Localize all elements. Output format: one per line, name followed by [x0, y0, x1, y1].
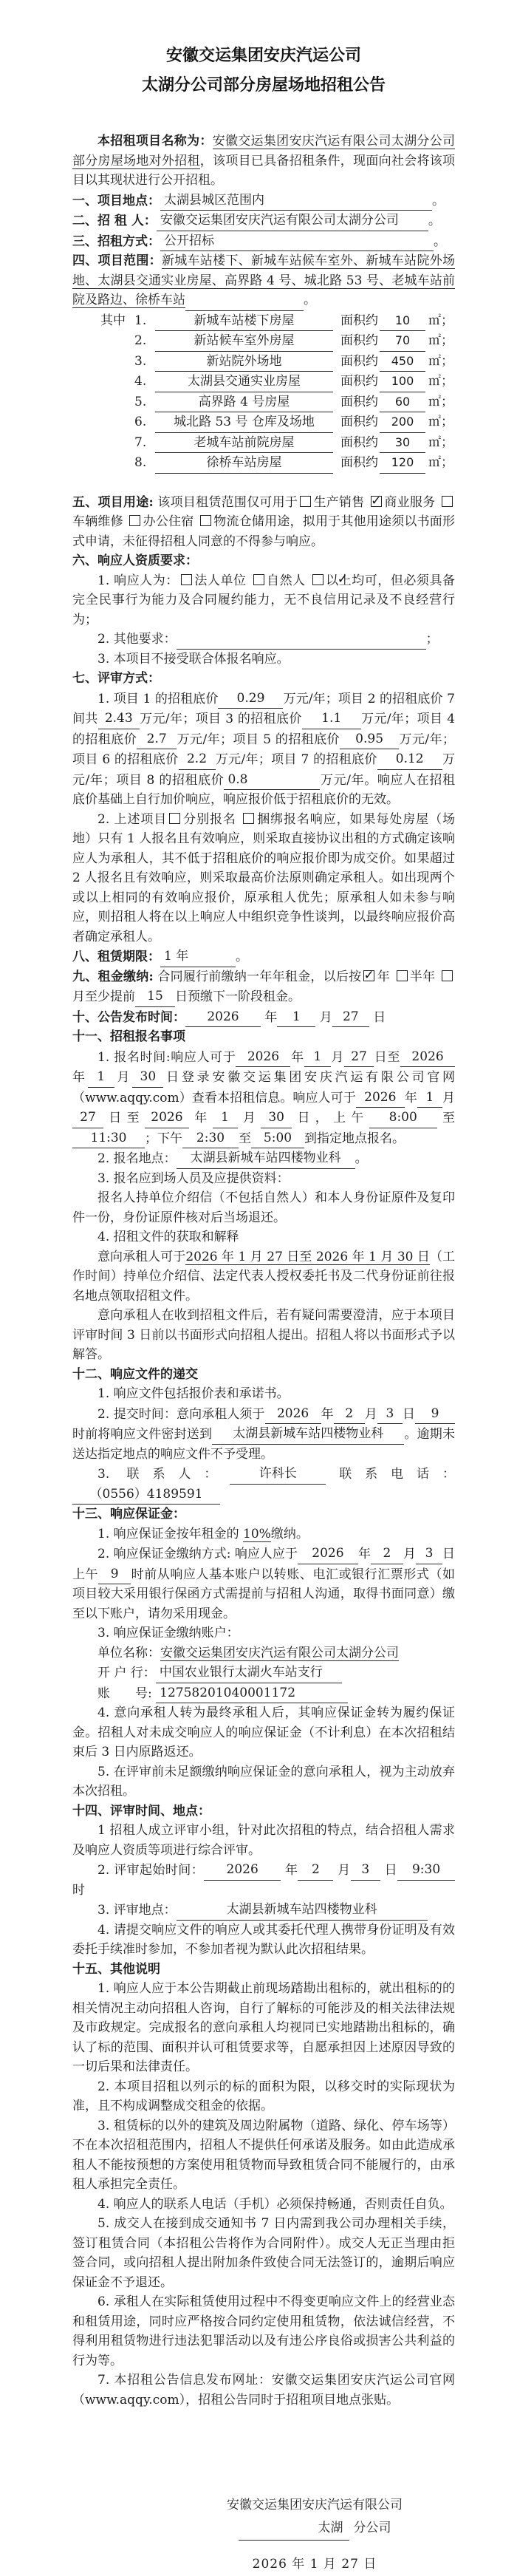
area-list-item	[100, 412, 455, 433]
blank-field: 3	[416, 1544, 442, 1564]
text-run: 万元/年；项目 6 的招租底价	[72, 732, 456, 767]
text-run: 日，上午	[292, 1111, 369, 1125]
text-run: 意向承租人在收到招租文件后，若有疑问需要澄清，应于本项目评审时间 3 日前以书面形式向招租人提出。招租人将以书面形式予以解答。	[72, 1308, 455, 1362]
blank-field: 2.7	[137, 729, 177, 750]
text-run: 月	[333, 1863, 351, 1878]
sec11-item4-note1	[72, 1247, 455, 1306]
text-run: 生产销售	[313, 494, 369, 510]
blank-field: 1	[417, 1088, 442, 1108]
area-label: 面积约	[340, 374, 378, 389]
blank-field: 安徽交运集团安庆汽运有限公司太湖分公司部分房屋场地对外招租	[72, 134, 456, 168]
text-run: 十一、招租报名事项	[72, 1029, 185, 1044]
text-run: 至	[239, 1131, 251, 1146]
blank-field: 27	[72, 1108, 103, 1128]
text-run: 2. 其他要求：	[97, 632, 177, 647]
text-run: 五、项目用途:	[72, 494, 154, 510]
sec12-item2	[72, 1404, 455, 1465]
blank-field: 27	[344, 1047, 374, 1068]
text-run: 六、响应人资质要求：	[72, 553, 198, 568]
area-label: 面积约	[340, 455, 378, 470]
text-run: 合同履行前缴纳一年年租金，以后按	[153, 969, 362, 984]
area-list-item	[100, 311, 455, 332]
text-run: 1. 响应人应于本公告期截止前现场踏勘出租标的，就出租标的的相关情况主动向招租人咨询，自行了解标的可能涉及的相关法律法规及市政规定。完成报名的意向承租人均视同已实地踏勘出租标的，确认了标的范围、面积并认可租赁要求等，自愿承担因上述原因导致的一切后果和法律责任。	[72, 1981, 455, 2074]
text-run: 十五、其他说明	[72, 1961, 160, 1977]
area-unit: ㎡；	[428, 333, 453, 348]
sec15-item2	[72, 2077, 455, 2116]
checkbox-unchecked	[181, 574, 192, 585]
text-run: 7. 本招租公告信息发布网址：安徽交运集团安庆汽运公司官网（www.aqqy.com），招租公告同时于招租项目地点张贴。	[72, 2373, 455, 2408]
sec6-item1	[72, 571, 455, 630]
sec13-item3	[72, 1623, 455, 1643]
text-run: （工作时间）持单位介绍信、法定代表人授权委托书及二代身份证前往报名地点领取招租文件。	[72, 1249, 456, 1304]
area-value: 450	[380, 352, 425, 372]
area-item-name: 新站院外场地	[155, 352, 333, 372]
text-run: 。	[304, 293, 316, 307]
blank-field: （0556）4189591	[72, 1485, 220, 1505]
text-run: 年	[321, 1406, 334, 1422]
text-run: 2. 提交时间：意向承租人须于	[97, 1406, 265, 1422]
area-item-number: 8.	[134, 455, 147, 470]
text-run: 账 号:	[97, 1686, 157, 1701]
section-11-registration	[72, 1027, 455, 1047]
area-list-item	[100, 433, 455, 454]
text-run: 万元/年；项目 4 的招租底价	[72, 712, 456, 747]
area-unit: ㎡；	[428, 394, 453, 409]
text-run: 万元/年；项目 8 的招租底价	[72, 752, 456, 788]
blank-field: 安徽交运集团安庆汽运有限公司太湖分公司	[157, 211, 428, 231]
checkbox-checked	[371, 496, 382, 507]
text-run: 3. 租赁标的以外的建筑及周边附属物（道路、绿化、停车场等）不在本次招租范围内，招租人不提供任何承诺及服务。如由此造成承租人不能按预想的方案使用租赁物而导致租赁合同不能履行的，由承租人承担完全责任。	[72, 2118, 455, 2192]
text-run: 八、租赁期限：	[72, 950, 160, 964]
text-run: 车辆维修	[72, 514, 128, 529]
text-run: 日至	[103, 1111, 145, 1125]
sec15-item3	[72, 2116, 455, 2195]
sec7-item1	[72, 689, 455, 810]
area-value: 60	[380, 392, 425, 413]
text-run: 七、评审方式：	[72, 671, 160, 686]
text-run: 1. 响应人为：	[97, 573, 179, 588]
text-run: 月	[364, 1406, 377, 1422]
section-8-term	[72, 947, 455, 967]
text-run: 2. 本项目招租以列示的标的面积为限，以移交时的实际现状为准，且不构成调整成交租金的依据。	[72, 2079, 455, 2113]
sec7-item2	[72, 810, 455, 947]
sec14-item3	[72, 1900, 455, 1921]
area-item-number: 2.	[134, 333, 147, 348]
blank-field: 2026	[400, 1047, 455, 1068]
area-list-item	[100, 352, 455, 372]
section-7-evaluation	[72, 669, 455, 689]
sec11-item1	[72, 1047, 455, 1149]
blank-field: 1	[277, 1007, 315, 1028]
text-run: 法人单位	[194, 573, 251, 588]
text-run: 年	[281, 1863, 298, 1878]
blank-field: 许科长	[230, 1464, 326, 1485]
text-run: 联系电话：	[326, 1467, 455, 1482]
area-value: 70	[380, 331, 425, 352]
sec11-item4	[72, 1227, 455, 1247]
text-run: 时前从响应人基本账户以转账、电汇或银行汇票形式（如项目较大采用银行保函方式需提前与招租人沟通，取得书面同意）缴至以下账户，请勿采用现金。	[72, 1567, 456, 1621]
blank-field: 8:00	[369, 1108, 437, 1128]
text-run: 月	[442, 1090, 455, 1105]
area-item-number: 5.	[134, 394, 147, 409]
text-run: ；	[425, 632, 439, 647]
area-value: 200	[380, 412, 425, 433]
text-run: 半年	[409, 969, 439, 984]
text-run: 本招租项目名称为：	[97, 134, 213, 149]
area-item-name: 新站候车室外房屋	[155, 331, 333, 352]
area-list-item	[100, 372, 455, 392]
sec12-item3-contact	[72, 1464, 455, 1505]
blank-field: 公开招标	[160, 231, 434, 252]
text-run: 意向承租人可于	[97, 1249, 186, 1264]
area-list-item	[100, 331, 455, 352]
text-run: 4. 请提交响应文件的响应人或其委托代理人携带身份证明及有效委托手续准时参加，不参加者视为默认此次招租结果。	[72, 1922, 455, 1957]
checkbox-unchecked	[442, 496, 453, 507]
text-run: 年	[72, 1070, 88, 1085]
section-5-usage	[72, 493, 455, 552]
blank-field: 2026	[204, 1860, 281, 1881]
text-run: 万元/年；项目 5 的招租底价	[177, 732, 340, 747]
text-run: 3. 联系人：	[97, 1467, 230, 1482]
sec13-item5	[72, 1762, 455, 1802]
text-run: 1 招租人成立评审小组，针对此次招租的特点，结合招租人需求及响应人资质等项进行综合评审。	[72, 1823, 455, 1858]
checkbox-unchecked	[169, 813, 180, 824]
sec13-item4	[72, 1703, 455, 1762]
text-run: 3. 报名应到场人员及应提供资料：	[97, 1171, 290, 1186]
text-run: 1. 项目 1 的招租底价	[97, 691, 219, 706]
area-list-item	[100, 392, 455, 413]
blank-field: 27	[332, 1007, 369, 1028]
text-run: ，该项目已具备招租条件，现面向社会将该项目以其现状进行公开招租。	[72, 153, 456, 188]
area-list-item	[100, 453, 455, 474]
area-value: 100	[380, 372, 425, 392]
text-run: 到指定地点报名。	[304, 1131, 405, 1146]
doc-title-line-2: 太湖分公司部分房屋场地招租公告	[141, 76, 386, 95]
text-run: 四、项目范围：	[72, 253, 162, 268]
signature-date: 2026 年 1 月 27 日	[252, 2557, 377, 2572]
text-run: 报名人持单位介绍信（不包括自然人）和本人身份证原件及复印件一份，身份证原件核对后当场退还。	[72, 1190, 455, 1225]
blank-field: 1	[88, 1067, 114, 1088]
text-run: 单位名称：	[97, 1645, 160, 1660]
blank-field: 太湖县城区范围内	[160, 191, 432, 211]
area-item-name: 高界路 4 号房屋	[155, 392, 333, 413]
blank-field: 2:30	[182, 1128, 239, 1149]
sec11-item2	[72, 1148, 455, 1169]
blank-field: 太湖县新城车站四楼物业科	[177, 1148, 355, 1169]
area-prefix: 其中	[100, 313, 126, 328]
blank-1	[72, 474, 455, 493]
blank-field: 新城车站楼下、新城车站候车室外、新城车站院外场地、太湖县交通实业房屋、高界路 4 号、城北路 53 号、老城车站前院及路边、徐桥车站	[72, 253, 456, 307]
sec13-item2	[72, 1544, 455, 1623]
area-item-number: 6.	[134, 415, 147, 429]
sec13-item1	[72, 1524, 455, 1544]
blank-field: 9	[98, 1564, 131, 1585]
sec11-item3-note	[72, 1188, 455, 1227]
text-run: 月	[403, 1547, 416, 1561]
signature-branch-suffix: 分公司	[353, 2521, 391, 2535]
text-run: 三、招租方式：	[72, 234, 160, 249]
blank-field: 10%	[243, 1526, 271, 1541]
text-run: 时前将响应文件密封送到	[72, 1427, 213, 1442]
text-run: 缴纳。	[270, 1526, 309, 1541]
text-run: 捆绑报名响应，如果每处房屋（场地）只有 1 人报名且有效响应，则采取直接协议出租的方式确定该响应人为承租人，其不低于招租底价的响应报价即为成交价。如果超过 2 人报名且有效响应，则采取最高价法原则确定承租人。如出现两个或以上相同的有效响应报价，原承租人优先；原承租人如未参与响应，则招租人将在以上响应人中组织竞争性谈判，以最终响应报价高者确定承租人。	[72, 811, 455, 944]
text-run: 日	[402, 1406, 416, 1422]
area-value: 10	[380, 311, 425, 332]
text-run: 。	[434, 234, 446, 249]
section-14-review	[72, 1802, 455, 1822]
checkbox-unchecked	[129, 515, 140, 526]
text-run: 月	[330, 1049, 345, 1065]
area-unit: ㎡；	[428, 353, 453, 369]
text-run: 。	[432, 193, 445, 208]
blank-field: 2	[298, 1860, 333, 1881]
sec11-item3	[72, 1169, 455, 1189]
blank-field: 2026	[298, 1544, 358, 1564]
text-run: 日至	[374, 1049, 401, 1065]
text-run: 2. 响应保证金缴纳方式: 响应人应于	[97, 1547, 298, 1561]
text-run: 日登录安徽交运集团安庆汽运有限公司官网（www.aqqy.com）查看本招租信息。响应人可于	[72, 1070, 456, 1105]
text-run: 一、项目地点：	[72, 193, 160, 208]
text-run: 3. 评审地点：	[97, 1903, 177, 1918]
deposit-account-bank	[72, 1663, 455, 1683]
text-run: 年	[377, 969, 394, 984]
text-run: 万元/年；项目 3 的招租底价	[139, 712, 302, 726]
deposit-account-number	[72, 1683, 455, 1704]
text-run: 3. 本项目不接受联合体报名响应。	[97, 651, 290, 667]
area-unit: ㎡；	[428, 435, 453, 450]
blank-field: 9	[415, 1404, 455, 1425]
document-body	[72, 132, 455, 2410]
text-run: 办公住宿	[143, 514, 199, 529]
blank-field: 1	[213, 1108, 238, 1128]
sec14-item4	[72, 1921, 455, 1960]
text-run: 日上午	[72, 1547, 456, 1582]
text-run: 十二、响应文件的递交	[72, 1366, 198, 1382]
blank-field: 3	[351, 1860, 380, 1881]
blank-field: 中国农业银行太湖火车站支行	[156, 1663, 342, 1683]
area-item-number: 4.	[134, 374, 147, 389]
text-run: 自然人	[266, 573, 310, 588]
text-run: 年	[261, 1009, 278, 1025]
section-3-method	[72, 231, 455, 252]
text-run: 5. 成交人在接到成交通知书 7 日内需到我公司办理相关手续，签订租赁合同（本招租公告将作为合同附件）。成交人无正当理由拒签合同，或向招租人提出附加条件致使合同无法签订的，逾期后响应保证金不予退还。	[72, 2216, 455, 2290]
sec6-item3	[72, 650, 455, 669]
text-run: 万元/年。响应人在招租底价基础上自行加价响应，响应报价低于招租底价的无效。	[72, 772, 455, 807]
signature-block	[219, 2494, 411, 2576]
deposit-account-name	[72, 1643, 455, 1663]
doc-title-line-1: 安徽交运集团安庆汽运公司	[165, 47, 361, 65]
text-run: 4. 招租文件的获取和解释	[97, 1230, 239, 1244]
area-label: 面积约	[340, 394, 378, 409]
area-value: 30	[380, 433, 425, 454]
area-item-name: 徐桥车站房屋	[155, 453, 333, 474]
text-run: 商业服务	[384, 494, 439, 510]
text-run: 至	[436, 1111, 456, 1125]
text-run: 日	[369, 1009, 386, 1025]
checkbox-checked	[312, 574, 323, 585]
area-item-number: 1.	[134, 313, 147, 328]
sec15-item7	[72, 2371, 455, 2410]
area-item-number: 7.	[134, 435, 147, 450]
blank-field: 太湖县新城车站四楼物业科	[212, 1424, 404, 1445]
area-unit: ㎡；	[428, 374, 453, 389]
checkbox-checked	[363, 970, 374, 981]
blank-field: 3	[377, 1404, 403, 1425]
blank-field: 30	[132, 1067, 163, 1088]
blank-field: 5:00	[251, 1128, 304, 1149]
sec11-item4-note2	[72, 1306, 455, 1365]
text-run: 十三、响应保证金：	[72, 1507, 185, 1522]
text-run: 万元/年；项目 2 的招租底价 7 间共	[72, 691, 455, 726]
blank-field: 11:30	[72, 1128, 145, 1149]
text-run: 月	[237, 1111, 261, 1125]
checkbox-unchecked	[200, 515, 211, 526]
text-run: 4. 响应人的联系人电话（手机）必须保持畅通，否则责任自负。	[97, 2196, 453, 2212]
blank-field: 0.8	[224, 770, 320, 791]
blank-field: 0.12	[377, 749, 442, 770]
text-run: 6. 承租人在实际租赁使用过程中不得变更响应文件上的经营业态和租赁用途，同时应严格按合同约定使用租赁物，依法诚信经营，不得利用租赁物进行违法犯罪活动以及有违公序良俗或损害公共利益的行为等。	[72, 2294, 455, 2368]
text-run: 九、租金缴纳:	[72, 969, 154, 984]
blank-field: 2.2	[179, 749, 216, 770]
section-1-location	[72, 191, 455, 211]
section-2-lessor	[72, 211, 455, 231]
text-run: 分别报名	[182, 811, 242, 827]
area-list	[72, 311, 455, 474]
text-run: 日	[380, 1863, 398, 1878]
text-run: 十四、评审时间、地点：	[72, 1803, 210, 1819]
checkbox-unchecked	[442, 970, 453, 981]
text-run: 年	[404, 1090, 417, 1105]
section-15-other	[72, 1960, 455, 1980]
text-run: 开 户 行：	[97, 1666, 156, 1680]
sec14-item2	[72, 1860, 455, 1900]
doc-title	[72, 41, 455, 100]
blank-field: 0.95	[340, 729, 399, 750]
signature-company: 安徽交运集团安庆汽运有限公司	[227, 2498, 403, 2512]
text-run: 。	[236, 950, 248, 964]
blank-field: 1.1	[302, 709, 361, 729]
area-item-name: 太湖县交通实业房屋	[155, 372, 333, 392]
blank-field: 15	[135, 987, 175, 1007]
area-label: 面积约	[340, 333, 378, 348]
text-run: 2. 评审起始时间：	[97, 1863, 205, 1878]
blank-field: 2	[371, 1544, 403, 1564]
text-run: 以上均可，但必须具备完全民事行为能力及合同履约能力，无不良信用记录及不良经营行为；	[72, 573, 456, 627]
area-value: 120	[380, 453, 425, 474]
text-run: 日预缴下一阶段租金。	[175, 989, 301, 1004]
blank-field: 1 年	[160, 947, 236, 967]
section-12-submission	[72, 1365, 455, 1385]
blank-field: 0.29	[218, 689, 283, 709]
blank-field: 2026	[236, 1047, 290, 1068]
sec15-item4	[72, 2195, 455, 2215]
checkbox-unchecked	[397, 970, 408, 981]
area-item-number: 3.	[134, 353, 147, 369]
text-run: 4. 意向承租人转为最终承租人后，其响应保证金转为履约保证金。招租人对未成交响应人的响应保证金（不计利息）在本次招租结束后 3 日内原路返还。	[72, 1706, 455, 1759]
text-run: 2. 上述项目	[97, 811, 168, 827]
text-run: 。	[355, 1151, 368, 1166]
text-run: 1. 响应保证金按年租金的	[97, 1526, 244, 1541]
area-label: 面积约	[340, 435, 378, 450]
blank-field: 太湖县新城车站四楼物业科	[177, 1900, 428, 1921]
area-unit: ㎡；	[428, 313, 453, 328]
area-label: 面积约	[340, 353, 378, 369]
area-unit: ㎡；	[428, 415, 453, 429]
blank-field: 1	[304, 1047, 331, 1068]
text-run: 1. 响应文件包括报价表和承诺书。	[97, 1386, 290, 1401]
section-10-announce-date	[72, 1007, 455, 1028]
sec15-item6	[72, 2292, 455, 2371]
text-run: 月	[114, 1070, 133, 1085]
checkbox-unchecked	[253, 574, 264, 585]
blank-field: 2	[334, 1404, 365, 1425]
blank-field: 2026	[145, 1108, 189, 1128]
text-run: 年	[357, 1547, 371, 1561]
blank-field: 30	[261, 1108, 292, 1128]
sec15-item1	[72, 1979, 455, 2077]
sec15-item5	[72, 2214, 455, 2292]
text-run: 万元/年；项目 7 的招租底价	[215, 752, 377, 767]
blank-field: 2026 年 1 月 27 日至 2026 年 1 月 30 日	[185, 1249, 430, 1264]
blank-field: 安徽交运集团安庆汽运有限公司太湖分公司	[160, 1645, 399, 1660]
text-run: 年	[290, 1049, 304, 1065]
blank-field: 2026	[356, 1088, 405, 1108]
text-run: ；下午	[145, 1131, 182, 1146]
text-run: 时	[72, 1882, 85, 1898]
checkbox-unchecked	[243, 813, 254, 824]
area-label: 面积约	[340, 415, 378, 429]
area-item-name: 城北路 53 号 仓库及场地	[155, 412, 333, 433]
sec6-item2	[72, 630, 455, 650]
blank-field: 9:30	[397, 1860, 455, 1881]
area-unit: ㎡；	[428, 455, 453, 470]
checkbox-unchecked	[300, 496, 311, 507]
area-label: 面积约	[340, 313, 378, 328]
blank-field: 12758201040001172	[156, 1683, 348, 1704]
text-run: 二、招 租 人：	[72, 214, 157, 228]
para-project-name	[72, 132, 455, 191]
section-6-qualification	[72, 551, 455, 571]
sec12-item1	[72, 1384, 455, 1404]
text-run: 十、公告发布时间：	[72, 1009, 185, 1025]
area-item-name: 新城车站楼下房屋	[155, 311, 333, 332]
text-run: 月至少提前	[72, 989, 135, 1004]
text-run: 5. 在评审前未足额缴纳响应保证金的意向承租人，视为主动放弃本次招租。	[72, 1764, 455, 1799]
section-9-rent	[72, 967, 455, 1007]
text-run: 月	[315, 1009, 332, 1025]
blank-field: 2.43	[98, 709, 140, 729]
text-run: 年	[188, 1111, 213, 1125]
blank-field: 2026	[265, 1404, 321, 1425]
text-run: 物流仓储用途，拟用于其他用途须以书面形式申请，未征得招租人同意的不得参与响应。	[72, 514, 456, 549]
text-run: 。	[428, 214, 441, 228]
text-run: 该项目租赁范围仅可用于	[153, 494, 298, 510]
section-4-scope	[72, 251, 455, 311]
blank-field: 2026	[185, 1007, 261, 1028]
text-run: 。逾期未送达指定地点的响应文件不予受理。	[72, 1427, 456, 1462]
section-13-deposit	[72, 1505, 455, 1524]
text-run: 1. 报名时间:响应人可于	[97, 1049, 236, 1065]
text-run: 2. 报名地点：	[97, 1151, 177, 1166]
sec14-item1	[72, 1821, 455, 1860]
area-item-name: 老城车站前院房屋	[155, 433, 333, 454]
text-run: 3. 响应保证金缴纳账户：	[97, 1626, 239, 1640]
signature-branch-line	[219, 2517, 411, 2541]
signature-branch-name: 太湖	[239, 2517, 349, 2541]
